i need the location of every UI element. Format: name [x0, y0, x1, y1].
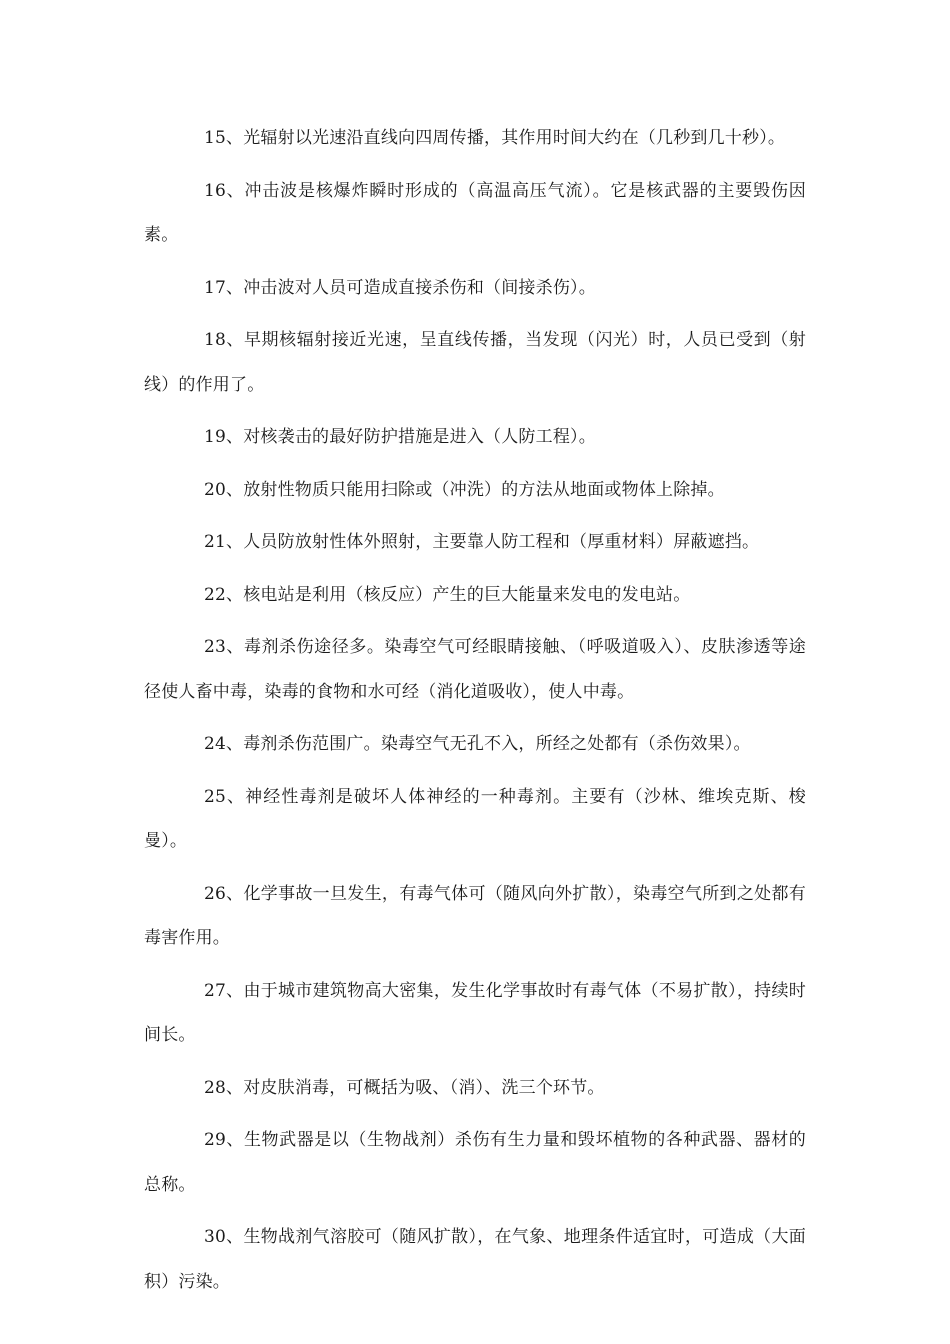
paragraph-24: 24、毒剂杀伤范围广。染毒空气无孔不入，所经之处都有（杀伤效果）。: [204, 734, 751, 754]
paragraph-25: 25、神经性毒剂是破坏人体神经的一种毒剂。主要有（沙林、维埃克斯、梭曼）。: [144, 786, 806, 851]
paragraph-18: 18、早期核辐射接近光速，呈直线传播，当发现（闪光）时，人员已受到（射线）的作用了。: [144, 330, 806, 395]
document-body: [144, 116, 806, 1312]
paragraph-28: 28、对皮肤消毒，可概括为吸、（消）、洗三个环节。: [204, 1077, 605, 1098]
paragraph-29: 29、生物武器是以（生物战剂）杀伤有生力量和毁坏植物的各种武器、器材的总称。: [144, 1130, 806, 1195]
paragraph-20: 20、放射性物质只能用扫除或（冲洗）的方法从地面或物体上除掉。: [204, 479, 725, 500]
paragraph-23: 23、毒剂杀伤途径多。染毒空气可经眼睛接触、（呼吸道吸入）、皮肤渗透等途径使人畜中毒，染毒的食物和水可经（消化道吸收），使人中毒。: [144, 637, 806, 702]
paragraph-27: 27、由于城市建筑物高大密集，发生化学事故时有毒气体（不易扩散），持续时间长。: [144, 980, 806, 1045]
paragraph-16: 16、冲击波是核爆炸瞬时形成的（高温高压气流）。它是核武器的主要毁伤因素。: [144, 180, 806, 245]
paragraph-21: 21、人员防放射性体外照射，主要靠人防工程和（厚重材料）屏蔽遮挡。: [204, 532, 760, 552]
paragraph-15: 15、光辐射以光速沿直线向四周传播，其作用时间大约在（几秒到几十秒）。: [204, 128, 786, 148]
paragraph-19: 19、对核袭击的最好防护措施是进入（人防工程）。: [204, 427, 596, 447]
paragraph-30: 30、生物战剂气溶胶可（随风扩散），在气象、地理条件适宜时，可造成（大面积）污染。: [144, 1227, 806, 1292]
paragraph-17: 17、冲击波对人员可造成直接杀伤和（间接杀伤）。: [204, 277, 596, 298]
paragraph-22: 22、核电站是利用（核反应）产生的巨大能量来发电的发电站。: [204, 584, 691, 605]
paragraph-26: 26、化学事故一旦发生，有毒气体可（随风向外扩散），染毒空气所到之处都有毒害作用。: [144, 883, 806, 948]
